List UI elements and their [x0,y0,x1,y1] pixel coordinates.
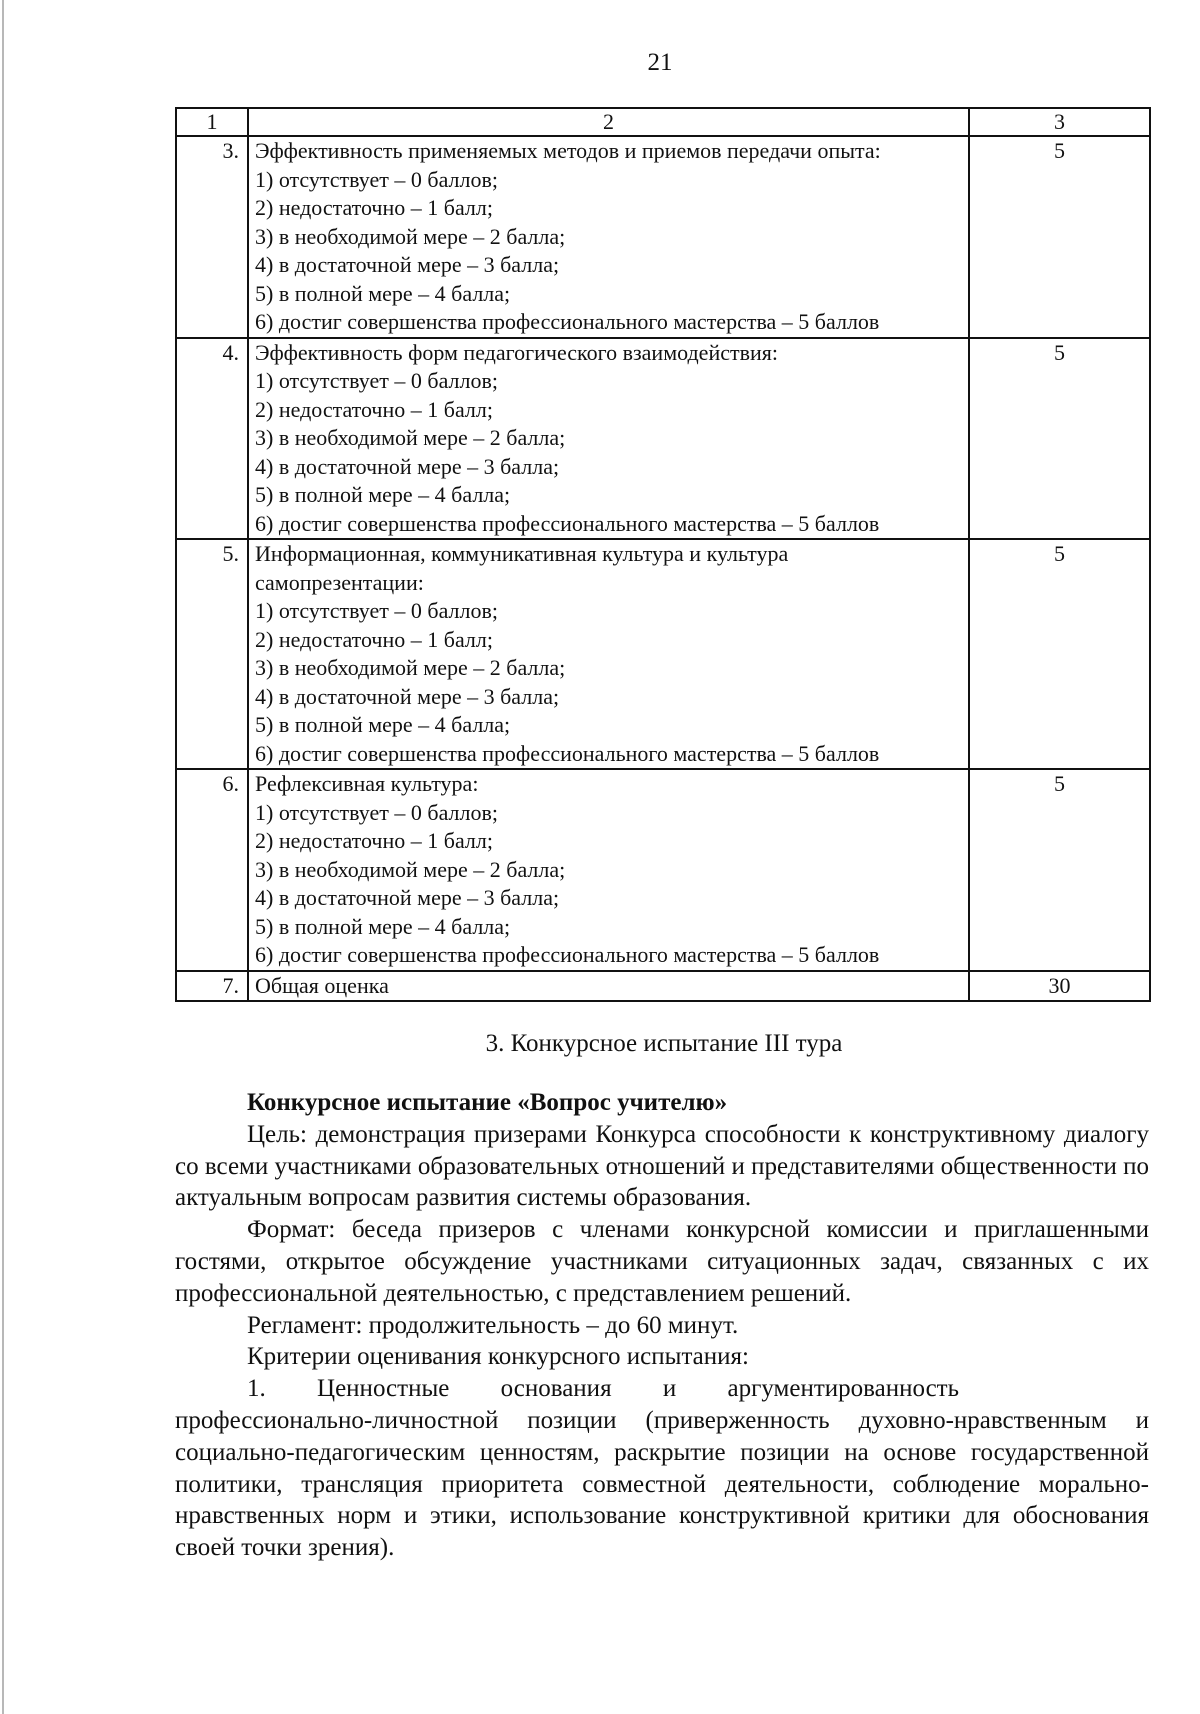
paragraph-goal: Цель: демонстрация призерами Конкурса способности к конструктивному диалогу со всеми участниками образовательных отношений и представителями общественности по актуальным вопросам развития системы образования. [175,1120,1149,1212]
criterion-option: 5) в полной мере – 4 балла; [255,913,511,939]
criterion-option: 3) в необходимой мере – 2 балла; [255,655,566,680]
criterion-title: Общая оценка [255,972,389,998]
criterion-title: Рефлексивная культура: [255,771,479,796]
criterion-option: 6) достиг совершенства профессионального мастерства – 5 баллов [255,740,880,766]
column-header: 3 [969,108,1150,136]
main-text [175,1087,1149,1564]
table-row [176,539,1150,769]
table-header-row [176,108,1150,136]
criterion-option: 3) в необходимой мере – 2 балла; [255,223,566,249]
criterion-title: Информационная, коммуникативная культура и культура [255,541,789,566]
criterion-description [248,769,969,971]
criterion-option: 5) в полной мере – 4 балла; [255,280,511,306]
criterion-option: 3) в необходимой мере – 2 балла; [255,856,566,882]
criterion-number: 3. [176,136,248,338]
criteria-table [175,107,1151,1002]
table-row [176,338,1150,540]
criterion-description [248,338,969,540]
criterion-option: 1) отсутствует – 0 баллов; [255,166,498,192]
section-heading: 3. Конкурсное испытание III тура [485,1030,843,1057]
criterion-option: 4) в достаточной мере – 3 балла; [255,453,560,479]
paragraph-regulation: Регламент: продолжительность – до 60 минут. [247,1311,739,1339]
sub-heading: Конкурсное испытание «Вопрос учителю» [247,1089,728,1116]
criterion-description [248,539,969,769]
criterion-option: 5) в полной мере – 4 балла; [255,482,511,507]
criterion-option: 4) в достаточной мере – 3 балла; [255,683,560,709]
criterion-option: 1) отсутствует – 0 баллов; [255,598,498,623]
criterion-1-text: профессионально-личностной позиции (приверженность духовно-нравственным и социально-педагогическим ценностям, раскрытие позиции на основе государственной политики, трансляция приоритета совместной деятельности, соблюдение морально-нравственных норм и этики, использование конструктивной критики для обоснования своей точки зрения). [175,1406,1149,1562]
criterion-title: Эффективность применяемых методов и приемов передачи опыта: [255,138,881,163]
criterion-max-points: 5 [969,338,1150,540]
column-header: 2 [248,108,969,136]
table-row [176,136,1150,338]
criterion-option: 1) отсутствует – 0 баллов; [255,799,498,825]
scan-edge [2,0,4,1714]
criterion-title: Эффективность форм педагогического взаимодействия: [255,339,778,365]
criterion-number: 6. [176,769,248,971]
table-row [176,769,1150,971]
criterion-description [248,971,969,1002]
table-row [176,971,1150,1002]
criterion-max-points: 5 [969,769,1150,971]
criterion-option: 6) достиг совершенства профессионального мастерства – 5 баллов [255,942,880,967]
criterion-max-points: 5 [969,136,1150,338]
criterion-option: 2) недостаточно – 1 балл; [255,626,493,652]
criterion-description [248,136,969,338]
criterion-option: 2) недостаточно – 1 балл; [255,396,493,422]
criterion-number: 5. [176,539,248,769]
paragraph-format: Формат: беседа призеров с членами конкурсной комиссии и приглашенными гостями, открытое обсуждение участниками ситуационных задач, связанных с их профессиональной деятельностью, с представлением решений. [175,1216,1149,1307]
criterion-1-lead: 1. Ценностные основания и аргументированность [247,1375,959,1403]
criterion-title: самопрезентации: [255,569,424,595]
criterion-option: 6) достиг совершенства профессионального мастерства – 5 баллов [255,510,880,536]
page-number: 21 [647,49,673,76]
criterion-option: 6) достиг совершенства профессионального мастерства – 5 баллов [255,309,880,334]
paragraph-criteria-intro: Критерии оценивания конкурсного испытания: [247,1343,749,1371]
criterion-option: 2) недостаточно – 1 балл; [255,195,493,220]
criterion-option: 3) в необходимой мере – 2 балла; [255,425,566,450]
criterion-number: 4. [176,338,248,540]
criterion-number: 7. [176,971,248,1002]
criterion-option: 2) недостаточно – 1 балл; [255,828,493,853]
criterion-option: 4) в достаточной мере – 3 балла; [255,885,560,910]
criterion-max-points: 30 [969,971,1150,1002]
criterion-option: 1) отсутствует – 0 баллов; [255,368,498,393]
criterion-max-points: 5 [969,539,1150,769]
column-header: 1 [176,108,248,136]
criterion-option: 5) в полной мере – 4 балла; [255,712,511,737]
criterion-option: 4) в достаточной мере – 3 балла; [255,252,560,277]
